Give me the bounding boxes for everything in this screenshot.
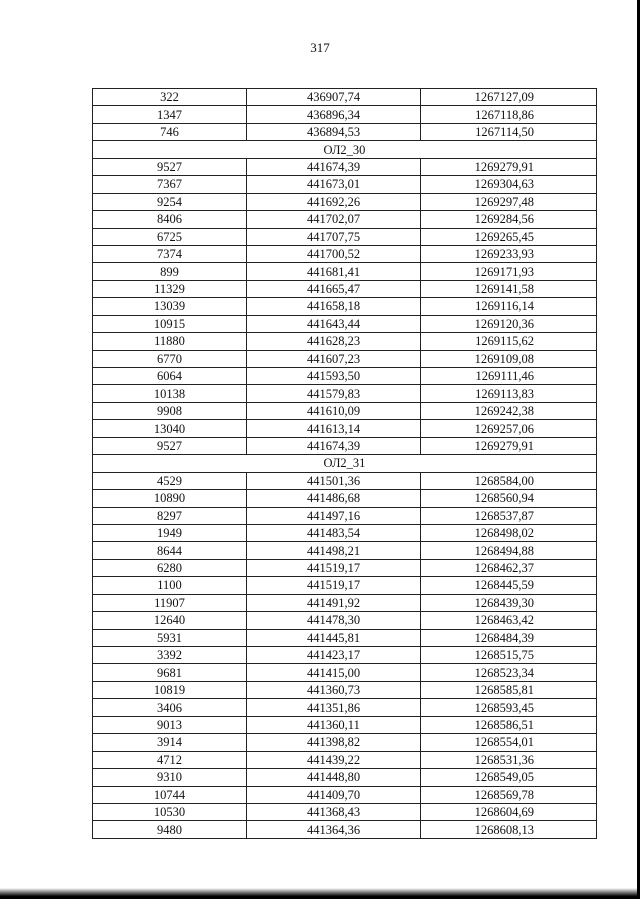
table-row (93, 734, 597, 751)
y-coordinate-cell: 1269279,91 (421, 437, 597, 454)
x-coordinate-cell: 441579,83 (247, 385, 421, 402)
x-coordinate-cell: 441497,16 (247, 507, 421, 524)
table-row (93, 699, 597, 716)
y-coordinate-cell: 1268523,34 (421, 664, 597, 681)
y-coordinate-cell: 1267118,86 (421, 106, 597, 123)
y-coordinate-cell: 1269115,62 (421, 333, 597, 350)
page-number: 317 (310, 40, 330, 55)
coordinates-table (92, 88, 597, 839)
table-row (93, 716, 597, 733)
y-coordinate-cell: 1269113,83 (421, 385, 597, 402)
table-row (93, 89, 597, 106)
y-coordinate-cell: 1269233,93 (421, 245, 597, 262)
table-row (93, 420, 597, 437)
coordinates-table-body (93, 89, 597, 839)
x-coordinate-cell: 441613,14 (247, 420, 421, 437)
point-number-cell: 1347 (93, 106, 247, 123)
point-number-cell: 11907 (93, 594, 247, 611)
table-row (93, 507, 597, 524)
table-row (93, 333, 597, 350)
x-coordinate-cell: 441519,17 (247, 577, 421, 594)
y-coordinate-cell: 1269265,45 (421, 228, 597, 245)
table-row (93, 193, 597, 210)
point-number-cell: 9527 (93, 158, 247, 175)
table-row (93, 350, 597, 367)
table-row (93, 402, 597, 419)
point-number-cell: 11880 (93, 333, 247, 350)
table-row (93, 123, 597, 140)
y-coordinate-cell: 1268515,75 (421, 647, 597, 664)
x-coordinate-cell: 441498,21 (247, 542, 421, 559)
x-coordinate-cell: 441702,07 (247, 211, 421, 228)
y-coordinate-cell: 1268549,05 (421, 769, 597, 786)
point-number-cell: 12640 (93, 612, 247, 629)
point-number-cell: 8297 (93, 507, 247, 524)
y-coordinate-cell: 1268498,02 (421, 524, 597, 541)
point-number-cell: 6064 (93, 368, 247, 385)
point-number-cell: 8406 (93, 211, 247, 228)
table-row (93, 769, 597, 786)
x-coordinate-cell: 441409,70 (247, 786, 421, 803)
table-row (93, 629, 597, 646)
y-coordinate-cell: 1268584,00 (421, 472, 597, 489)
table-row (93, 315, 597, 332)
point-number-cell: 10890 (93, 490, 247, 507)
table-row (93, 786, 597, 803)
y-coordinate-cell: 1268554,01 (421, 734, 597, 751)
x-coordinate-cell: 441491,92 (247, 594, 421, 611)
point-number-cell: 3914 (93, 734, 247, 751)
point-number-cell: 9527 (93, 437, 247, 454)
table-row (93, 681, 597, 698)
point-number-cell: 10744 (93, 786, 247, 803)
y-coordinate-cell: 1269116,14 (421, 298, 597, 315)
point-number-cell: 746 (93, 123, 247, 140)
x-coordinate-cell: 436894,53 (247, 123, 421, 140)
table-row (93, 368, 597, 385)
y-coordinate-cell: 1269304,63 (421, 176, 597, 193)
point-number-cell: 13039 (93, 298, 247, 315)
x-coordinate-cell: 441610,09 (247, 402, 421, 419)
point-number-cell: 322 (93, 89, 247, 106)
y-coordinate-cell: 1269242,38 (421, 402, 597, 419)
point-number-cell: 6280 (93, 559, 247, 576)
x-coordinate-cell: 441674,39 (247, 158, 421, 175)
point-number-cell: 4712 (93, 751, 247, 768)
y-coordinate-cell: 1267114,50 (421, 123, 597, 140)
y-coordinate-cell: 1269109,08 (421, 350, 597, 367)
y-coordinate-cell: 1267127,09 (421, 89, 597, 106)
x-coordinate-cell: 436907,74 (247, 89, 421, 106)
x-coordinate-cell: 441364,36 (247, 821, 421, 838)
x-coordinate-cell: 441501,36 (247, 472, 421, 489)
y-coordinate-cell: 1269257,06 (421, 420, 597, 437)
point-number-cell: 13040 (93, 420, 247, 437)
table-row (93, 577, 597, 594)
x-coordinate-cell: 441448,80 (247, 769, 421, 786)
y-coordinate-cell: 1268462,37 (421, 559, 597, 576)
x-coordinate-cell: 441368,43 (247, 803, 421, 820)
table-row (93, 176, 597, 193)
x-coordinate-cell: 441673,01 (247, 176, 421, 193)
y-coordinate-cell: 1268537,87 (421, 507, 597, 524)
x-coordinate-cell: 441486,68 (247, 490, 421, 507)
x-coordinate-cell: 441423,17 (247, 647, 421, 664)
y-coordinate-cell: 1268445,59 (421, 577, 597, 594)
y-coordinate-cell: 1268463,42 (421, 612, 597, 629)
point-number-cell: 1949 (93, 524, 247, 541)
y-coordinate-cell: 1268439,30 (421, 594, 597, 611)
point-number-cell: 899 (93, 263, 247, 280)
point-number-cell: 3392 (93, 647, 247, 664)
x-coordinate-cell: 441360,73 (247, 681, 421, 698)
x-coordinate-cell: 441593,50 (247, 368, 421, 385)
section-header-row (93, 455, 597, 472)
y-coordinate-cell: 1268531,36 (421, 751, 597, 768)
point-number-cell: 8644 (93, 542, 247, 559)
point-number-cell: 6725 (93, 228, 247, 245)
y-coordinate-cell: 1268593,45 (421, 699, 597, 716)
x-coordinate-cell: 441628,23 (247, 333, 421, 350)
y-coordinate-cell: 1269297,48 (421, 193, 597, 210)
x-coordinate-cell: 441643,44 (247, 315, 421, 332)
point-number-cell: 9013 (93, 716, 247, 733)
x-coordinate-cell: 441445,81 (247, 629, 421, 646)
table-row (93, 490, 597, 507)
y-coordinate-cell: 1268569,78 (421, 786, 597, 803)
table-row (93, 542, 597, 559)
point-number-cell: 5931 (93, 629, 247, 646)
point-number-cell: 10819 (93, 681, 247, 698)
x-coordinate-cell: 441707,75 (247, 228, 421, 245)
x-coordinate-cell: 441483,54 (247, 524, 421, 541)
y-coordinate-cell: 1269171,93 (421, 263, 597, 280)
y-coordinate-cell: 1268585,81 (421, 681, 597, 698)
table-row (93, 664, 597, 681)
point-number-cell: 6770 (93, 350, 247, 367)
y-coordinate-cell: 1269111,46 (421, 368, 597, 385)
x-coordinate-cell: 441700,52 (247, 245, 421, 262)
section-header-row (93, 141, 597, 158)
x-coordinate-cell: 441519,17 (247, 559, 421, 576)
point-number-cell: 9480 (93, 821, 247, 838)
table-row (93, 298, 597, 315)
x-coordinate-cell: 441360,11 (247, 716, 421, 733)
table-row (93, 612, 597, 629)
y-coordinate-cell: 1269141,58 (421, 280, 597, 297)
x-coordinate-cell: 441439,22 (247, 751, 421, 768)
y-coordinate-cell: 1268604,69 (421, 803, 597, 820)
point-number-cell: 10138 (93, 385, 247, 402)
table-row (93, 211, 597, 228)
x-coordinate-cell: 441607,23 (247, 350, 421, 367)
point-number-cell: 7367 (93, 176, 247, 193)
table-row (93, 437, 597, 454)
y-coordinate-cell: 1268494,88 (421, 542, 597, 559)
point-number-cell: 4529 (93, 472, 247, 489)
point-number-cell: 11329 (93, 280, 247, 297)
x-coordinate-cell: 441351,86 (247, 699, 421, 716)
table-row (93, 263, 597, 280)
point-number-cell: 3406 (93, 699, 247, 716)
x-coordinate-cell: 436896,34 (247, 106, 421, 123)
table-row (93, 245, 597, 262)
x-coordinate-cell: 441415,00 (247, 664, 421, 681)
y-coordinate-cell: 1268560,94 (421, 490, 597, 507)
table-row (93, 803, 597, 820)
y-coordinate-cell: 1268484,39 (421, 629, 597, 646)
table-row (93, 385, 597, 402)
y-coordinate-cell: 1269279,91 (421, 158, 597, 175)
scan-bottom-edge (0, 888, 640, 899)
x-coordinate-cell: 441478,30 (247, 612, 421, 629)
x-coordinate-cell: 441658,18 (247, 298, 421, 315)
x-coordinate-cell: 441692,26 (247, 193, 421, 210)
point-number-cell: 9254 (93, 193, 247, 210)
y-coordinate-cell: 1268608,13 (421, 821, 597, 838)
y-coordinate-cell: 1269120,36 (421, 315, 597, 332)
table-row (93, 280, 597, 297)
point-number-cell: 9681 (93, 664, 247, 681)
x-coordinate-cell: 441665,47 (247, 280, 421, 297)
table-row (93, 472, 597, 489)
table-row (93, 559, 597, 576)
table-row (93, 158, 597, 175)
section-title: ОЛ2_30 (93, 141, 597, 158)
y-coordinate-cell: 1268586,51 (421, 716, 597, 733)
table-row (93, 228, 597, 245)
table-row (93, 594, 597, 611)
table-row (93, 821, 597, 838)
point-number-cell: 9310 (93, 769, 247, 786)
x-coordinate-cell: 441398,82 (247, 734, 421, 751)
table-row (93, 647, 597, 664)
point-number-cell: 7374 (93, 245, 247, 262)
point-number-cell: 1100 (93, 577, 247, 594)
point-number-cell: 10915 (93, 315, 247, 332)
point-number-cell: 10530 (93, 803, 247, 820)
table-row (93, 106, 597, 123)
table-row (93, 751, 597, 768)
table-row (93, 524, 597, 541)
point-number-cell: 9908 (93, 402, 247, 419)
y-coordinate-cell: 1269284,56 (421, 211, 597, 228)
x-coordinate-cell: 441681,41 (247, 263, 421, 280)
x-coordinate-cell: 441674,39 (247, 437, 421, 454)
section-title: ОЛ2_31 (93, 455, 597, 472)
